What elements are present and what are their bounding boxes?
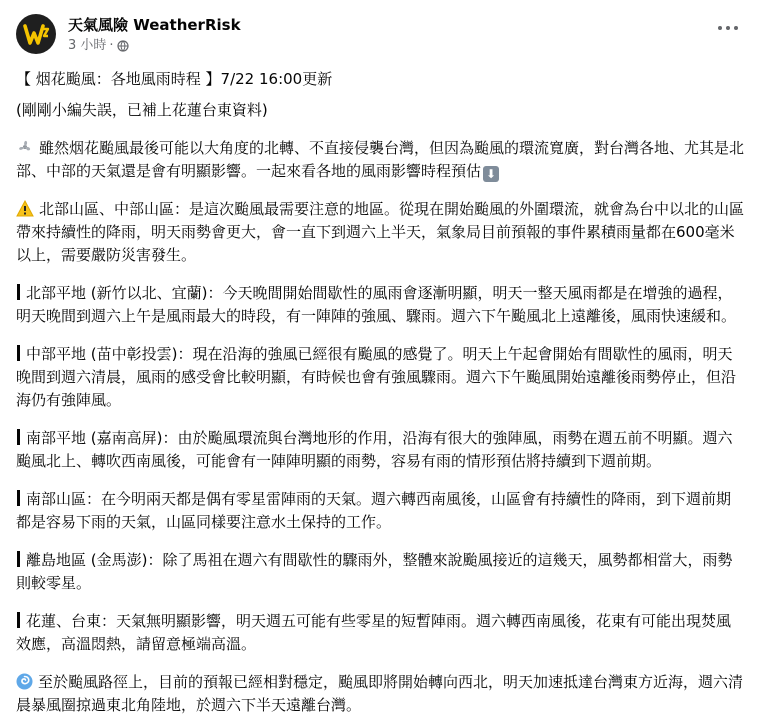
north-mountain-text: 北部山區、中部山區：是這次颱風最需要注意的地區。從現在開始颱風的外圍環流，就會為台中以北的山區帶來持續性的降雨，明天雨勢會更大，會一直下到週六上半天，氣象局目前預報的事件累積雨量都在600毫米以上，需要嚴防災害發生。 [16,200,745,264]
central-plain-text: 中部平地 (苗中彰投雲)：現在沿海的強風已經很有颱風的感覺了。明天上午起會開始有間歇性的風雨，明天晚間到週六清晨，風雨的感受會比較明顯，有時候也會有強風驟雨。週六下午颱風開始遠離後雨勢停止，但沿海仍有強陣風。 [16,345,737,409]
track-text: 至於颱風路徑上，目前的預報已經相對穩定，颱風即將開始轉向西北，明天加速抵達台灣東方近海，週六清晨暴風圈掠過東北角陸地，於週六下半天遠離台灣。 [16,673,744,714]
post-time[interactable]: 3 小時 [68,38,107,53]
east-text: 花蓮、台東：天氣無明顯影響，明天週五可能有些零星的短暫陣雨。週六轉西南風後，花東有可能出現焚風效應，高溫悶熱，請留意極端高溫。 [16,612,732,653]
post-title: 【 烟花颱風：各地風雨時程 】7/22 16:00更新 [16,70,333,88]
intro-paragraph [16,137,744,183]
more-options-icon[interactable] [714,18,742,38]
cyclone-icon [16,673,33,690]
south-mountain-paragraph [16,488,744,534]
meta-separator: · [109,38,114,53]
central-plain-paragraph [16,343,744,412]
track-paragraph [16,671,744,717]
north-mountain-paragraph [16,198,744,267]
globe-icon [117,40,129,52]
post-note: (剛剛小編失誤，已補上花蓮台東資料) [16,101,268,119]
east-paragraph [16,610,744,656]
black-bar-icon [17,551,20,567]
warning-icon [16,200,34,217]
black-bar-icon [17,345,20,361]
black-bar-icon [17,612,20,628]
post-meta [68,37,241,55]
post-body [16,68,744,717]
black-bar-icon [17,284,20,300]
page-name[interactable]: 天氣風險 WeatherRisk [68,16,241,34]
down-arrow-icon: ⬇ [483,166,499,182]
weatherrisk-logo-icon [21,19,51,49]
islands-paragraph [16,549,744,595]
post-header [16,12,744,64]
south-plain-text: 南部平地 (嘉南高屏)：由於颱風環流與台灣地形的作用，沿海有很大的強陣風，雨勢在週五前不明顯。週六颱風北上、轉吹西南風後，可能會有一陣陣明顯的雨勢，容易有雨的情形預估將持續到下週前期。 [16,429,733,470]
fan-icon [16,138,34,156]
black-bar-icon [17,429,20,445]
black-bar-icon [17,490,20,506]
page-avatar[interactable] [16,14,56,54]
south-plain-paragraph [16,427,744,473]
south-mountain-text: 南部山區：在今明兩天都是偶有零星雷陣雨的天氣。週六轉西南風後，山區會有持續性的降雨，到下週前期都是容易下雨的天氣，山區同樣要注意水土保持的工作。 [16,490,732,531]
intro-text: 雖然烟花颱風最後可能以大角度的北轉、不直接侵襲台灣，但因為颱風的環流寬廣，對台灣各地、尤其是北部、中部的天氣還是會有明顯影響。一起來看各地的風雨影響時程預估 [16,139,745,180]
north-plain-text: 北部平地 (新竹以北、宜蘭)：今天晚間開始間歇性的風雨會逐漸明顯，明天一整天風雨都是在增強的過程，明天晚間到週六上午是風雨最大的時段，有一陣陣的強風、驟雨。週六下午颱風北上遠離後，風雨快速緩和。 [16,284,737,325]
islands-text: 離島地區 (金馬澎)：除了馬祖在週六有間歇性的驟雨外，整體來說颱風接近的這幾天，風勢都相當大，雨勢則較零星。 [16,551,733,592]
north-plain-paragraph [16,282,744,328]
